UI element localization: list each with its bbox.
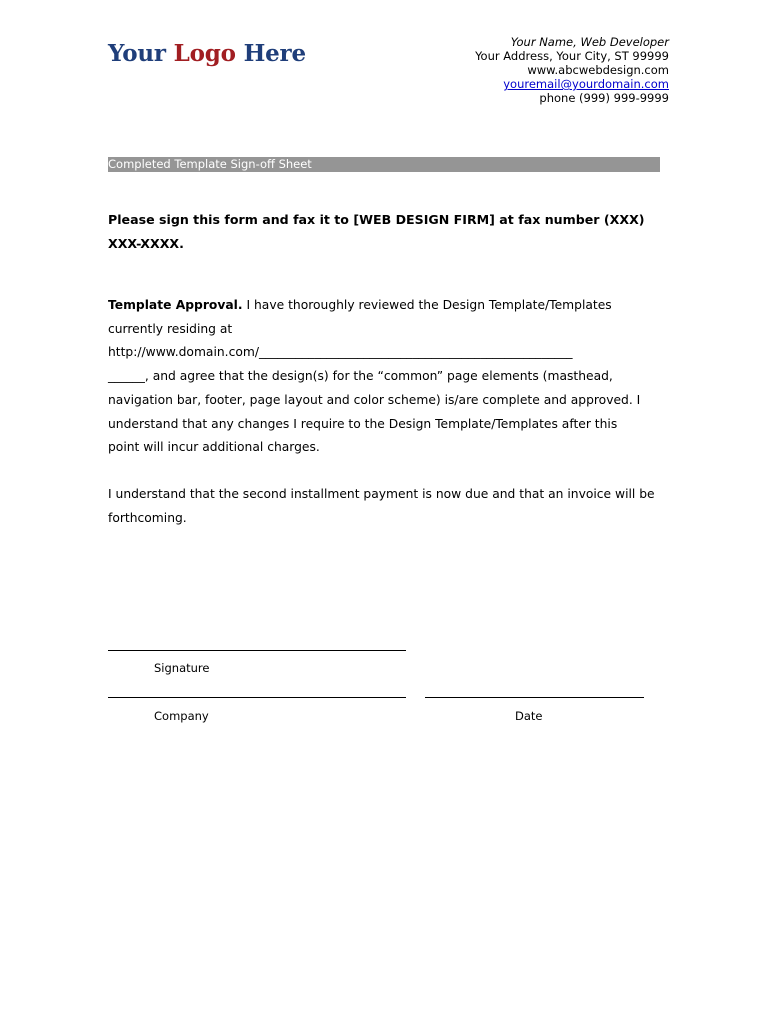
approval-line-3: http://www.domain.com/___________________________________________________ xyxy=(108,345,573,360)
contact-email-link[interactable]: youremail@yourdomain.com xyxy=(503,77,669,91)
approval-line-4: ______, and agree that the design(s) for the “common” page elements (masthead, xyxy=(108,369,613,384)
logo-word-1: Your xyxy=(108,40,166,67)
logo-word-3: Here xyxy=(243,40,306,67)
date-line[interactable] xyxy=(425,697,644,699)
approval-line-1-text: I have thoroughly reviewed the Design Template/Templates xyxy=(242,298,612,312)
contact-phone: phone (999) 999-9999 xyxy=(539,91,669,105)
approval-line-2: currently residing at xyxy=(108,321,233,336)
signature-line[interactable] xyxy=(108,650,406,652)
date-label: Date xyxy=(515,709,543,723)
contact-block xyxy=(475,35,669,105)
company-logo xyxy=(108,40,306,67)
approval-line-7: point will incur additional charges. xyxy=(108,440,320,455)
contact-website: www.abcwebdesign.com xyxy=(527,63,669,77)
signature-label: Signature xyxy=(154,661,210,675)
template-approval-paragraph xyxy=(108,294,668,460)
approval-line-5: navigation bar, footer, page layout and color scheme) is/are complete and approved. I xyxy=(108,392,641,407)
fax-instruction: Please sign this form and fax it to [WEB DESIGN FIRM] at fax number (XXX) XXX-XXXX. xyxy=(108,212,645,251)
contact-address: Your Address, Your City, ST 99999 xyxy=(475,49,669,63)
approval-line-1 xyxy=(108,294,668,318)
approval-line-6: understand that any changes I require to the Design Template/Templates after this xyxy=(108,416,618,431)
company-label: Company xyxy=(154,709,209,723)
contact-name: Your Name, Web Developer xyxy=(510,35,669,49)
section-banner: Completed Template Sign-off Sheet xyxy=(108,157,660,172)
installment-paragraph: I understand that the second installment payment is now due and that an invoice will be forthcoming. xyxy=(108,487,655,525)
logo-word-2: Logo xyxy=(173,40,236,67)
company-line[interactable] xyxy=(108,697,406,699)
approval-heading: Template Approval. xyxy=(108,298,243,312)
